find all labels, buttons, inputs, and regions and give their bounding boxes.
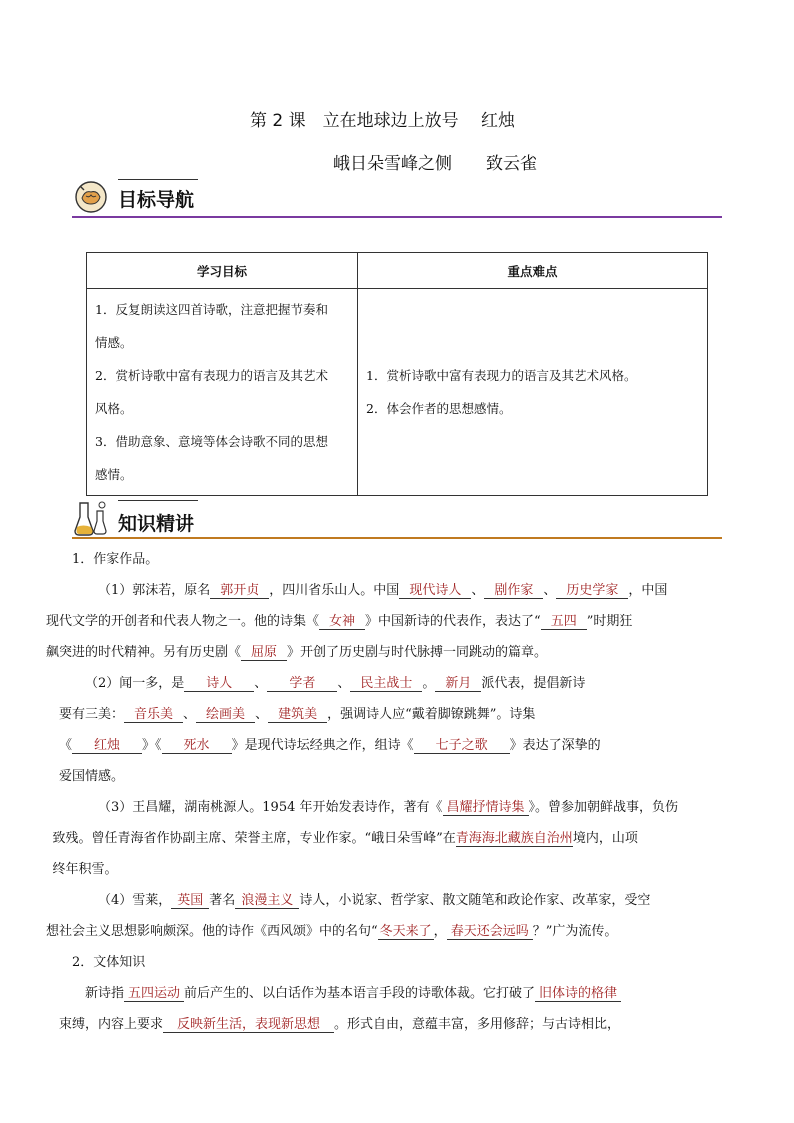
- answer-blank: 冬天来了: [379, 924, 432, 939]
- text: 。形式自由，意蕴丰富，多用修辞；与古诗相比，: [334, 1017, 621, 1032]
- text: 。: [422, 676, 436, 691]
- text: ，中国: [628, 583, 668, 598]
- answer-blank: 学者: [267, 676, 337, 692]
- text: 》是现代诗坛经典之作，组诗《: [231, 738, 414, 753]
- text: 著名: [209, 893, 236, 908]
- brain-icon: [72, 178, 110, 216]
- goal-line: 感情。: [95, 467, 133, 482]
- subheading: 2．文体知识: [72, 955, 146, 970]
- text: ，强调诗人应“戴着脚镣跳舞”。诗集: [327, 707, 536, 722]
- text: 》开创了历史剧与时代脉搏一同跳动的篇章。: [287, 645, 548, 660]
- section-title: 目标导航: [118, 189, 195, 211]
- lesson-title: 第 2 课 立在地球边上放号 红烛: [250, 111, 516, 131]
- text: ？”广为流传。: [532, 924, 618, 939]
- text: 想社会主义思想影响颇深。他的诗作《西风颂》中的名句“: [46, 924, 378, 939]
- subheading: 1．作家作品。: [72, 552, 159, 567]
- text: 前后产生的、以白话作为基本语言手段的诗歌体裁。它打破了: [184, 986, 536, 1001]
- paragraph-wang-changyao: [52, 792, 724, 885]
- answer-blank: 英国: [171, 893, 209, 909]
- key-points-cell: [358, 289, 708, 496]
- text: 、: [183, 707, 197, 722]
- answer-blank: 郭开贞: [210, 583, 269, 599]
- learning-goals-cell: [87, 289, 358, 496]
- text: 》。曾参加朝鲜战事，负伤: [528, 800, 679, 815]
- text: 》表达了深挚的: [509, 738, 601, 753]
- answer-blank: 诗人: [184, 676, 254, 692]
- text: （1）郭沫若，原名: [98, 583, 211, 598]
- goal-line: 风格。: [95, 401, 133, 416]
- answer-blank: 昌耀抒情诗集: [443, 800, 529, 816]
- text: 派代表，提倡新诗: [481, 676, 586, 691]
- header-deco-line: [118, 500, 198, 501]
- answer-blank: 五四: [541, 614, 587, 630]
- answer-blank: 死水: [162, 738, 232, 754]
- answer-blank: 女神: [319, 614, 365, 630]
- text: 》中国新诗的代表作，表达了“: [365, 614, 541, 629]
- text: 、: [255, 707, 269, 722]
- text: 境内，山项: [572, 831, 638, 846]
- text: 、: [254, 676, 268, 691]
- answer-blank: 民主战士: [350, 676, 422, 692]
- goal-line: 2．赏析诗歌中富有表现力的语言及其艺术: [95, 368, 328, 383]
- paragraph-shelley: [46, 885, 724, 947]
- table-header: 学习目标: [87, 253, 358, 289]
- answer-blank: 现代诗人: [399, 583, 471, 599]
- answer-blank: 新月: [435, 676, 481, 692]
- text: （4）雪莱，: [98, 893, 172, 908]
- text: ，四川省乐山人。中国: [269, 583, 400, 598]
- knowledge-content: [46, 544, 724, 1040]
- paragraph-genre: [59, 978, 724, 1040]
- text: 、: [337, 676, 351, 691]
- answer-blank: 青海海北藏族自治州: [455, 831, 573, 846]
- goal-line: 1．反复朗读这四首诗歌，注意把握节奏和: [95, 302, 328, 317]
- text: 、: [471, 583, 485, 598]
- flask-icon: [72, 499, 110, 537]
- answer-blank: 绘画美: [196, 707, 255, 723]
- goal-line: 情感。: [95, 335, 133, 350]
- text: 终年积雪。: [52, 862, 118, 877]
- answer-blank: 旧体诗的格律: [535, 986, 621, 1002]
- answer-blank: 剧作家: [484, 583, 543, 599]
- answer-blank: 五四运动: [124, 986, 184, 1002]
- text: 飙突进的时代精神。另有历史剧《: [46, 645, 242, 660]
- goal-line: 3．借助意象、意境等体会诗歌不同的思想: [95, 434, 328, 449]
- header-deco-line: [118, 179, 198, 180]
- lesson-subtitle: 峨日朵雪峰之侧 致云雀: [333, 154, 537, 174]
- answer-blank: 七子之歌: [414, 738, 510, 754]
- text: 致残。曾任青海省作协副主席、荣誉主席，专业作家。“峨日朵雪峰”在: [52, 831, 456, 846]
- section-title: 知识精讲: [118, 513, 195, 535]
- section-nav-header: [72, 178, 722, 218]
- answer-blank: 春天还会远吗: [447, 924, 533, 940]
- paragraph-guo-moruo: [46, 575, 724, 668]
- answer-blank: 反映新生活，表现新思想: [163, 1017, 334, 1033]
- text: 要有三美：: [59, 707, 125, 722]
- text: （3）王昌耀，湖南桃源人。1954 年开始发表诗作，著有《: [98, 800, 443, 815]
- section-rule: [72, 537, 722, 539]
- section-rule: [72, 216, 722, 218]
- text: 束缚，内容上要求: [59, 1017, 164, 1032]
- answer-blank: 历史学家: [556, 583, 628, 599]
- key-point-line: 1．赏析诗歌中富有表现力的语言及其艺术风格。: [366, 368, 637, 383]
- answer-blank: 建筑美: [268, 707, 327, 723]
- text: 爱国情感。: [59, 769, 125, 784]
- text: 新诗指: [85, 986, 125, 1001]
- text: 诗人，小说家、哲学家、散文随笔和政论作家、改革家，受空: [299, 893, 651, 908]
- text: 现代文学的开创者和代表人物之一。他的诗集《: [46, 614, 320, 629]
- table-header: 重点难点: [358, 253, 708, 289]
- goals-table: [86, 252, 708, 496]
- answer-blank: 音乐美: [124, 707, 183, 723]
- text: （2）闻一多，是: [85, 676, 185, 691]
- key-point-line: 2．体会作者的思想感情。: [366, 401, 512, 416]
- answer-blank: 浪漫主义: [235, 893, 299, 909]
- text: 《: [59, 738, 73, 753]
- section-knowledge-header: [72, 499, 722, 539]
- answer-blank: 红烛: [72, 738, 142, 754]
- answer-blank: 屈原: [241, 645, 287, 661]
- paragraph-wen-yiduo: [59, 668, 724, 792]
- text: 》《: [142, 738, 162, 753]
- text: ”时期狂: [586, 614, 633, 629]
- text: ，: [433, 924, 447, 939]
- text: 、: [543, 583, 557, 598]
